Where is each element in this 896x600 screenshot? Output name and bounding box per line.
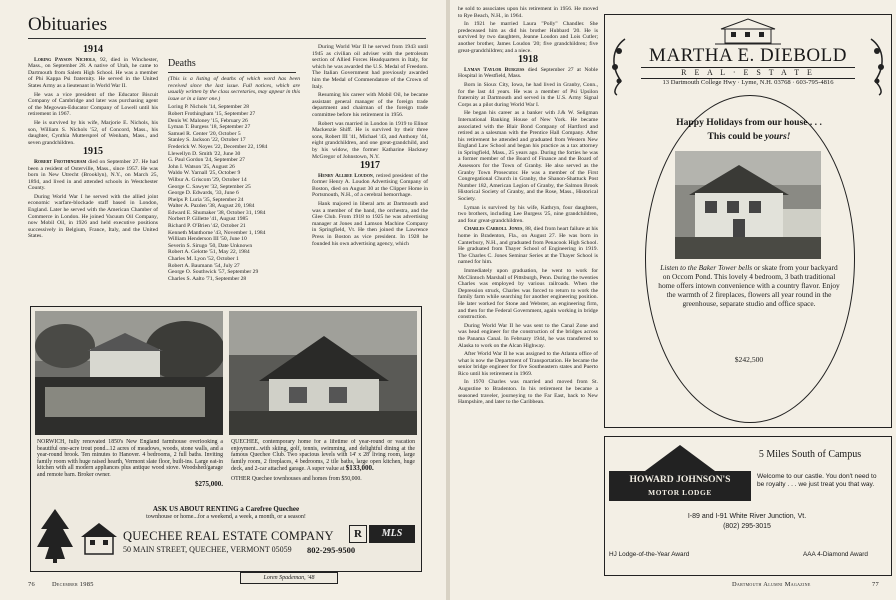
death-entry: John I. Watson '25, August 26	[168, 163, 235, 170]
quechee-desc	[231, 439, 415, 499]
death-entry: George C. Sawyer '32, September 25	[168, 183, 251, 190]
company-phone: 802-295-9500	[307, 545, 356, 555]
title-rule	[28, 38, 426, 39]
obit-paragraph: In 1921 he married Laura "Polly" Chandler. She predeceased him as did his brother Hubbard '20. He is survived by two daughters, Jeanne Loudon and Lois Cutler; another brother, James Loudon '20; five grandchildren; five great-grandchildren; and a niece.	[458, 21, 598, 54]
death-entry: Frederick W. Noyes '22, December 22, 1984	[168, 143, 268, 150]
death-entry: Kenneth Manthorne '43, November 1, 1984	[168, 229, 266, 236]
obit-paragraph: He was a vice president of the Educator Biscuit Company of Cambridge and later was purchasing agent of the Megowan-Educator Company of Lowell until his retirement in 1967.	[28, 91, 158, 118]
year-heading: 1914	[83, 44, 103, 55]
death-entry: Stanley S. Jackson '22, October 17	[168, 137, 246, 144]
year-heading: 1917	[360, 160, 380, 172]
death-entry: Richard P. O'Brien '42, October 21	[168, 223, 246, 230]
death-entry: Robert Frothingham '15, September 27	[168, 110, 256, 117]
obit-text: died September 27 at Noble Hospital in Westfield, Mass.	[458, 66, 598, 80]
obit-paragraph: In 1970 Charles was married and moved from St. Augustine to Bradenton. In his retirement he became a seasoned traveler, journeying to the Far East, back to New Hampshire, and later to the Caribbean.	[458, 379, 598, 406]
death-entry: William Henderson III '50, June 10	[168, 236, 247, 243]
obit-name: Henry Allbee Loudon	[318, 172, 373, 179]
obit-entry	[458, 226, 598, 266]
obit-paragraph: Immediately upon graduation, he went to work for McClintoch Marshall of Pittsburgh, Penn. During the twenties Charles was employed by various railroads. When the Depression struck, Charles was forced to return to work the family farm while searching for another engineering position. He later worked for Stone and Webster, an engineering firm, and then for the Federal Government, again working in bridge construction.	[458, 267, 598, 321]
death-entry: Robert A. Baumann '54, July 27	[168, 262, 240, 269]
obit-paragraph: He began his career as a banker with J.& W. Seligman International Banking House of New York. He became associated with the Blair Bond Company of Hartford and retired as a salesman with the Prentice Hall Company. After his retirement he attended and graduated from Western New England Law School and began his practice as a tax attorney in Springfield, Mass., 25 years ago. During the forties he was a former member of the Board of Finance and the Board of Assessors for the Town of Granby. He also served as the Granby Town Prosecutor. He was a member of the First Congregational Church in Granby, the Shanon-Shattuck Post Number 182, American Legion of Granby, the Salmon Brook Historical Society of Granby, and the Rose, Mass., Historical Society.	[458, 110, 598, 203]
hojo-phone: (802) 295-3015	[723, 523, 771, 530]
obit-column-3	[312, 44, 428, 306]
diebold-ad	[604, 14, 892, 428]
norwich-desc	[37, 439, 223, 499]
death-entry: Denis W. Maloney '15, February 26	[168, 117, 248, 124]
hojo-roof-icon	[645, 443, 715, 471]
obit-column-right	[458, 6, 598, 580]
obit-text: died on September 27. He had been a resident of Osterville, Mass., since 1957. He was born in New Utrecht (Brooklyn), N.Y., on March 25, 1894, and lived in and attended schools in Westchester County.	[28, 158, 158, 192]
obit-paragraph: Robert was married in London in 1919 to Elinor Mackenzie Shiff. He is survived by their three sons, Robert III '41, Michael '43, and Anthony '44, eight grandchildren, and one great-grandchild, and by his widow, the former Katharine Hackney McGregor of Johnstown, N.Y.	[312, 120, 428, 160]
norwich-photo	[35, 311, 223, 435]
magazine-name: Dartmouth Alumni Magazine	[732, 581, 811, 588]
death-entry: G. Paul Gordon '24, September 27	[168, 157, 245, 164]
traditional-home-image	[675, 151, 821, 259]
obit-column-1	[28, 44, 158, 306]
obit-paragraph: Hank majored in liberal arts at Dartmouth and was a member of the band, the orchestra, and the Glee Club. From 1918 to 1925 he was advertising manager at Jones and Lamson Machine Company in Springfield, Vt. He then joined the Lawrence Press in Boston as vice president. In 1928 he founded his own advertising agency, which	[312, 201, 428, 247]
quechee-ad	[30, 306, 422, 572]
hojo-logo-sub: MOTOR LODGE	[648, 488, 712, 497]
right-page	[450, 0, 896, 600]
year-heading: 1918	[518, 54, 538, 66]
hojo-welcome: Welcome to our castle. You don't need to be royalty . . . we just treat you that way.	[757, 473, 877, 489]
house-sketch-icon	[715, 17, 781, 45]
quechee-photo	[229, 311, 417, 435]
diebold-name: MARTHA E. DIEBOLD	[649, 45, 847, 66]
death-entry: Samuel R. Center '20, October 5	[168, 130, 241, 137]
deaths-note: (This is a listing of deaths of which word has been received since the last issue. Full notices, which are usually written by the class secretaries, may appear in this issue or in a later one.)	[168, 76, 300, 102]
obit-name: Loring Payson Nichols	[34, 56, 96, 63]
obit-text: , 92, died in Winchester, Mass., on September 28. A native of Utah, he came to Dartmouth from Salem High School. He was a member of Phi Kappa Psi fraternity. He served in the United States Army as a lieutenant in World War II.	[28, 56, 158, 89]
signature-label: Loren Spademan, '48	[240, 572, 338, 584]
diebold-address: 13 Dartmouth College Hwy · Lyme, N.H. 03768 · 603-795-4816	[662, 79, 834, 86]
hojo-logo	[609, 471, 751, 501]
diebold-headline: Happy Holidays from our house . . .	[676, 117, 822, 128]
diebold-oval-frame	[645, 95, 855, 423]
obit-text: , 88, died from heart failure at his home in Bradenton, Fla., on August 27. He was born in Canterbury, N.H., and graduated from Penacook High School. He graduated from Thayer School of Engineering in 1919. The Charles C. Jones Seminar Series at the Thayer School is named for him.	[458, 226, 598, 266]
year-heading: 1915	[83, 146, 103, 158]
deaths-column	[168, 76, 300, 306]
page-number-right: 77	[872, 581, 879, 588]
obit-entry	[28, 57, 158, 90]
obit-paragraph: During World War II he was sent to the Canal Zone and was head engineer for the construction of the bridges across the Panama Canal. In February 1944, he was transferred to Alaska to work on the Alcan Highway.	[458, 322, 598, 349]
obit-name: Lyman Taylor Burgess	[464, 66, 525, 73]
obit-text: , retired president of the former Henry A. Loudon Advertising Company of Boston, died on August 30 at the Clipper Home in Portsmouth, N.H., of a cerebral hemorrhage.	[312, 172, 428, 199]
death-entry: Wilbur A. Griscom '29, October 14	[168, 176, 247, 183]
obit-paragraph: Lyman is survived by his wife, Kathryn, four daughters, two brothers, including Lee Burgess '25, nine grandchildren, and four great-grandchildren.	[458, 204, 598, 224]
death-entry: Robert A. Gelotte '51, May 22, 1984	[168, 249, 250, 256]
company-name: QUECHEE REAL ESTATE COMPANY	[123, 529, 334, 543]
hojo-tagline: 5 Miles South of Campus	[758, 449, 862, 460]
norwich-text: NORWICH, fully renovated 1850's New England farmhouse overlooking a beautiful one-acre trout pond...12 acres of meadows, woods, stone walls, and a year-round brook. Ten minutes to Hanover. 4 bedrooms, 2 full baths. Inviting family room with huge raised hearth, Vermont slate floor, built-ins. Large eat-in kitchen with all modern appliances plus antique wood stove. Woodshed/garage and remote barn. Broker owner.	[37, 439, 223, 478]
obit-paragraph: Resuming his career with Mobil Oil, he became assistant general manager of the foreign trade department and chairman of the foreign trade committee before his retirement in 1956.	[312, 92, 428, 118]
mls-logo: MLS	[369, 525, 415, 543]
obit-paragraph: During World War II he served from 1943 until 1945 as civilian oil adviser with the petroleum section of Allied Forces Headquarters in Italy, for which he was awarded the U.S. Medal of Freedom. The Italian Government had previously awarded him the Medal of Commendatore of the Crown of Italy.	[312, 44, 428, 90]
death-entry: Phelps P. Luria '35, September 24	[168, 196, 244, 203]
realtor-logo: R	[349, 525, 367, 543]
diebold-house-photo	[675, 151, 821, 259]
diebold-description: Listen to the Baker Tower bells or skate from your backyard on Occom Pond. This lovely 4 bedroom, 3 bath traditional home offers intown convenience with a country flavor. Enjoy the warmth of 2 fireplaces, flowers all year round in the greenhouse, separate studio and office space.	[658, 263, 840, 308]
obit-paragraph: He is survived by his wife, Marjorie E. Nichols, his son, William S. Nichols '52, of Concord, Mass., his daughter, Cynthia Muttersprel of Wenham, Mass., and seven grandchildren.	[28, 119, 158, 146]
death-entry: Loring P. Nichols '14, September 28	[168, 104, 250, 111]
other-homes: OTHER Quechee townhouses and homes from $50,000.	[231, 475, 362, 482]
hojo-award-2: AAA 4-Diamond Award	[803, 551, 868, 558]
death-entry: Charles S. Aalto '71, September 28	[168, 275, 247, 282]
obit-entry	[312, 173, 428, 199]
diebold-headline-2: This could be yours!	[707, 131, 791, 142]
obit-paragraph: After World War II he was assigned to the Atlanta office of what is now the Department of Transportation. He became the senior bridge engineer for five Southeastern states and Puerto Rico until his retirement in 1969.	[458, 351, 598, 377]
company-address: 50 MAIN STREET, QUECHEE, VERMONT 05059	[123, 545, 292, 554]
section-title: Obituaries	[28, 14, 108, 35]
renting-subtext: townhouse or home...for a weekend, a week, a month, or a season!	[146, 514, 306, 520]
death-entry: George D. Edwards, '33, June 6	[168, 190, 239, 197]
pine-tree-icon	[35, 507, 75, 563]
obit-name: Robert Frothingham	[34, 158, 87, 165]
quechee-price: $133,000.	[345, 464, 374, 473]
death-entry: Severin S. Sirugo '50, Date Unknown	[168, 242, 253, 249]
deaths-rule	[168, 72, 296, 73]
obit-paragraph: During World War I he served with the allied joint economic warfare-blockade staff based in London, England. Later he served with the American Chamber of Commerce in London. He joined Vacuum Oil Company, now Mobil Oil, in 1926 and held executive positions successively in Belgium, France, Italy, and the United States.	[28, 193, 158, 240]
death-entry: Lyman T. Burgess '18, September 27	[168, 124, 251, 131]
farmhouse-pond-image	[35, 311, 223, 435]
deaths-heading: Deaths	[168, 58, 196, 69]
obit-entry	[28, 159, 158, 192]
diebold-subtitle: R E A L · E S T A T E	[641, 67, 855, 79]
death-entry: Llewellyn D. Smith '22, June 30	[168, 150, 241, 157]
death-entry: Charles M. Lyon '52, October 1	[168, 256, 239, 263]
obit-entry	[458, 67, 598, 80]
death-entry: Norbert P. Gillette '41, August 1985	[168, 216, 249, 223]
contemporary-home-image	[229, 311, 417, 435]
hojo-logo-title: HOWARD JOHNSON'S	[629, 474, 731, 485]
issue-date: December 1985	[52, 581, 94, 588]
death-entry: Walter A. Pazden '38, August 20, 1984	[168, 203, 255, 210]
obit-paragraph: he sold to associates upon his retirement in 1956. He moved to Rye Beach, N.H., in 1964.	[458, 6, 598, 19]
page-number-left: 76	[28, 581, 35, 588]
death-entry: Edward E. Shumaker '38, October 31, 1984	[168, 209, 266, 216]
hojo-award-1: HJ Lodge-of-the-Year Award	[609, 551, 690, 558]
norwich-price: $275,000.	[195, 479, 223, 488]
renting-heading: ASK US ABOUT RENTING a Carefree Quechee	[152, 505, 300, 513]
hojo-ad	[604, 436, 892, 576]
death-entry: Waldo W. Yarnall '25, October 9	[168, 170, 241, 177]
hojo-location: I-89 and I-91 White River Junction, Vt.	[687, 513, 807, 520]
obit-paragraph: Born in Sioux City, Iowa, he had lived in Granby, Conn., for the last 44 years. He was a member of Psi Upsilon fraternity at Dartmouth and served in the U.S. Army Signal Corps as a pilot during World War I.	[458, 81, 598, 108]
left-page	[0, 0, 446, 600]
diebold-price: $242,500	[734, 355, 764, 364]
deaths-list	[168, 104, 300, 282]
death-entry: George O. Southwick '57, September 29	[168, 269, 259, 276]
house-logo-icon	[79, 521, 119, 555]
quechee-text: QUECHEE, contemporary home for a lifetime of year-round or vacation enjoyment...with skiing, golf, tennis, swimming, and delightful dining at the famous Quechee Club. Two spacious levels with 14' x 28' living room, large family room, 2 fireplaces, 4 bedrooms, 2 tile baths, large open kitchen, huge deck, and 2-car attached garage. A super value at	[231, 439, 415, 473]
obit-name: Charles Carroll Jones	[464, 226, 523, 233]
